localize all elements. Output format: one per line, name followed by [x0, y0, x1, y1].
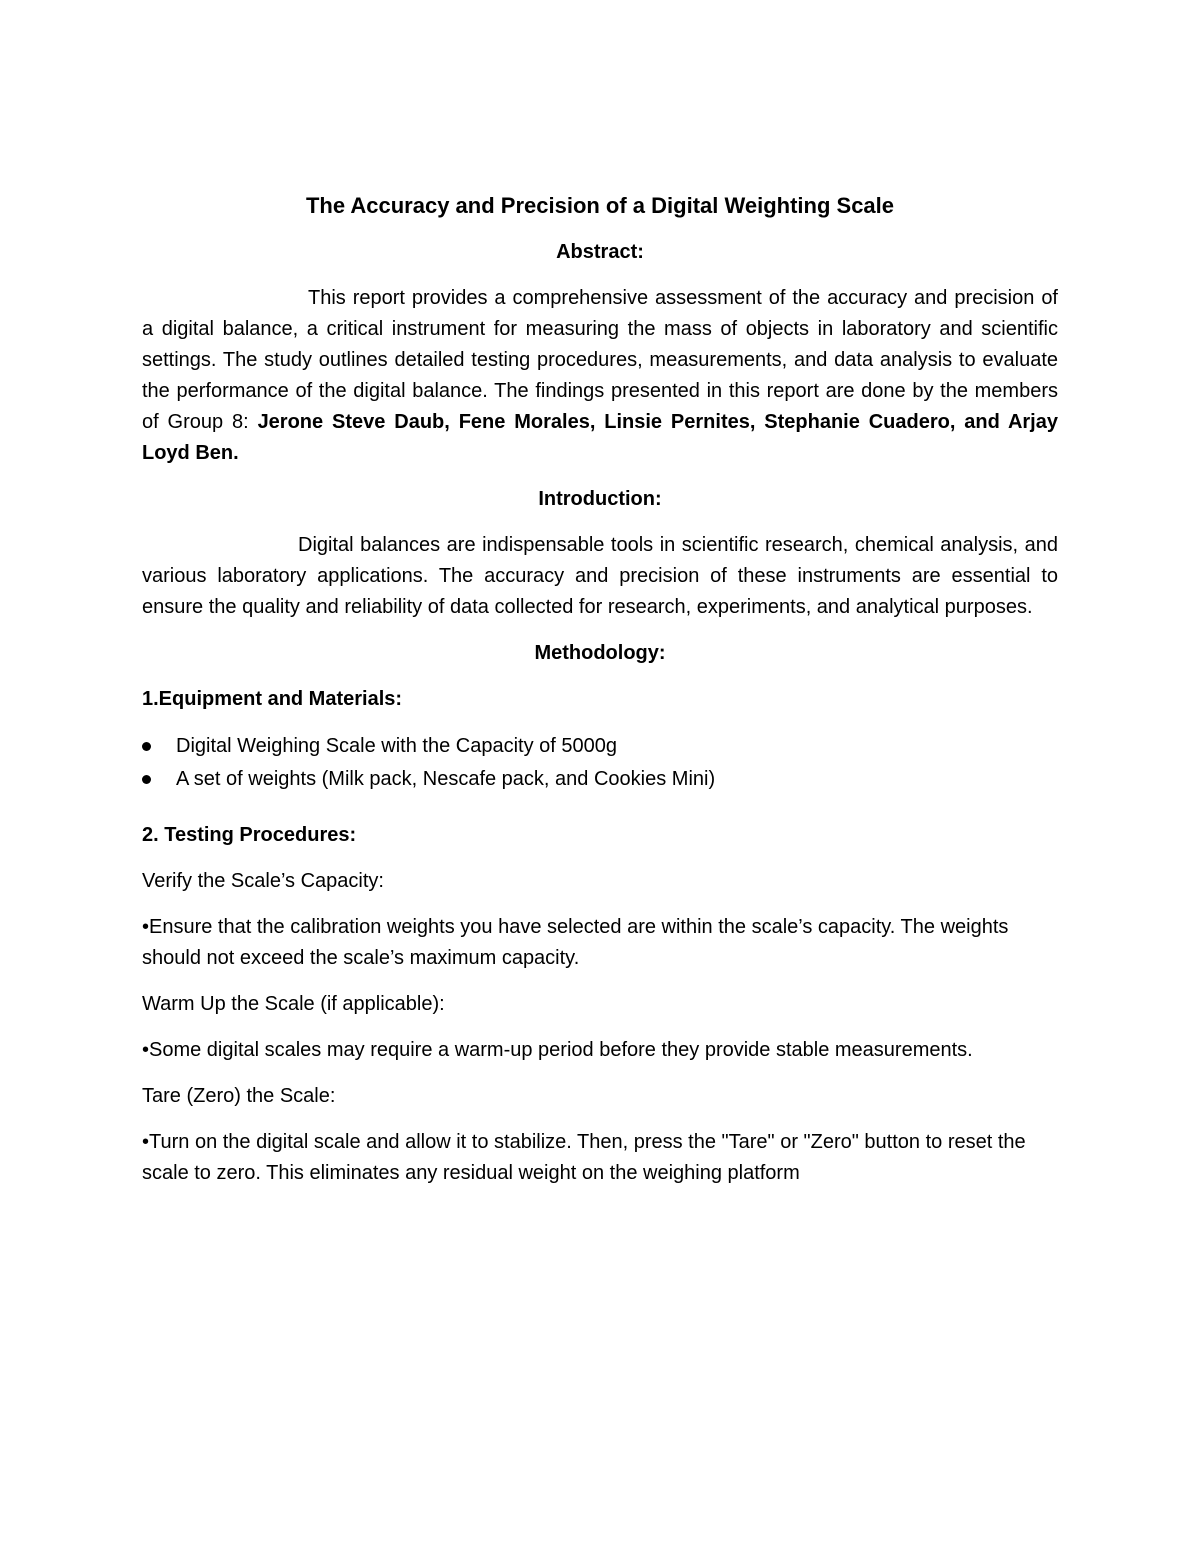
methodology-heading: Methodology: — [534, 642, 666, 664]
equipment-list — [142, 730, 1058, 796]
document-title: The Accuracy and Precision of a Digital Weighting Scale — [305, 193, 895, 218]
equipment-item-text: A set of weights (Milk pack, Nescafe pack, and Cookies Mini) — [176, 768, 716, 790]
list-item — [142, 763, 1058, 796]
procedures-heading: 2. Testing Procedures: — [142, 824, 357, 846]
procedure-step-label: Warm Up the Scale (if applicable): — [142, 993, 445, 1015]
abstract-heading: Abstract: — [556, 241, 644, 263]
document-page — [142, 190, 1058, 1204]
bullet-icon — [142, 775, 151, 784]
abstract-paragraph — [142, 283, 1058, 469]
procedure-step-label: Verify the Scale’s Capacity: — [142, 870, 384, 892]
procedure-step-detail: •Ensure that the calibration weights you have selected are within the scale’s capacity. The weights should not exceed the scale’s maximum capacity. — [142, 916, 1009, 969]
procedure-step-label: Tare (Zero) the Scale: — [142, 1085, 336, 1107]
procedure-step-detail: •Turn on the digital scale and allow it to stabilize. Then, press the "Tare" or "Zero" button to reset the scale to zero. This eliminates any residual weight on the weighing platform — [142, 1131, 1026, 1184]
equipment-item-text: Digital Weighing Scale with the Capacity of 5000g — [176, 735, 617, 757]
list-item — [142, 730, 1058, 763]
introduction-heading: Introduction: — [538, 488, 662, 510]
abstract-members: Jerone Steve Daub, Fene Morales, Linsie Pernites, Stephanie Cuadero, and Arjay Loyd Ben. — [142, 411, 1058, 464]
procedure-step-detail: •Some digital scales may require a warm-up period before they provide stable measurements. — [142, 1039, 973, 1061]
bullet-icon — [142, 742, 151, 751]
introduction-paragraph: Digital balances are indispensable tools in scientific research, chemical analysis, and various laboratory applications. The accuracy and precision of these instruments are essential to ensure the quality and reliability of data collected for research, experiments, and analytical purposes. — [142, 534, 1058, 618]
abstract-text: This report provides a comprehensive assessment of the accuracy and precision of a digital balance, a critical instrument for measuring the mass of objects in laboratory and scientific settings. The study outlines detailed testing procedures, measurements, and data analysis to evaluate the performance of the digital balance. The findings presented in this report are done by the members of Group 8: — [142, 287, 1058, 433]
equipment-heading: 1.Equipment and Materials: — [142, 688, 403, 710]
